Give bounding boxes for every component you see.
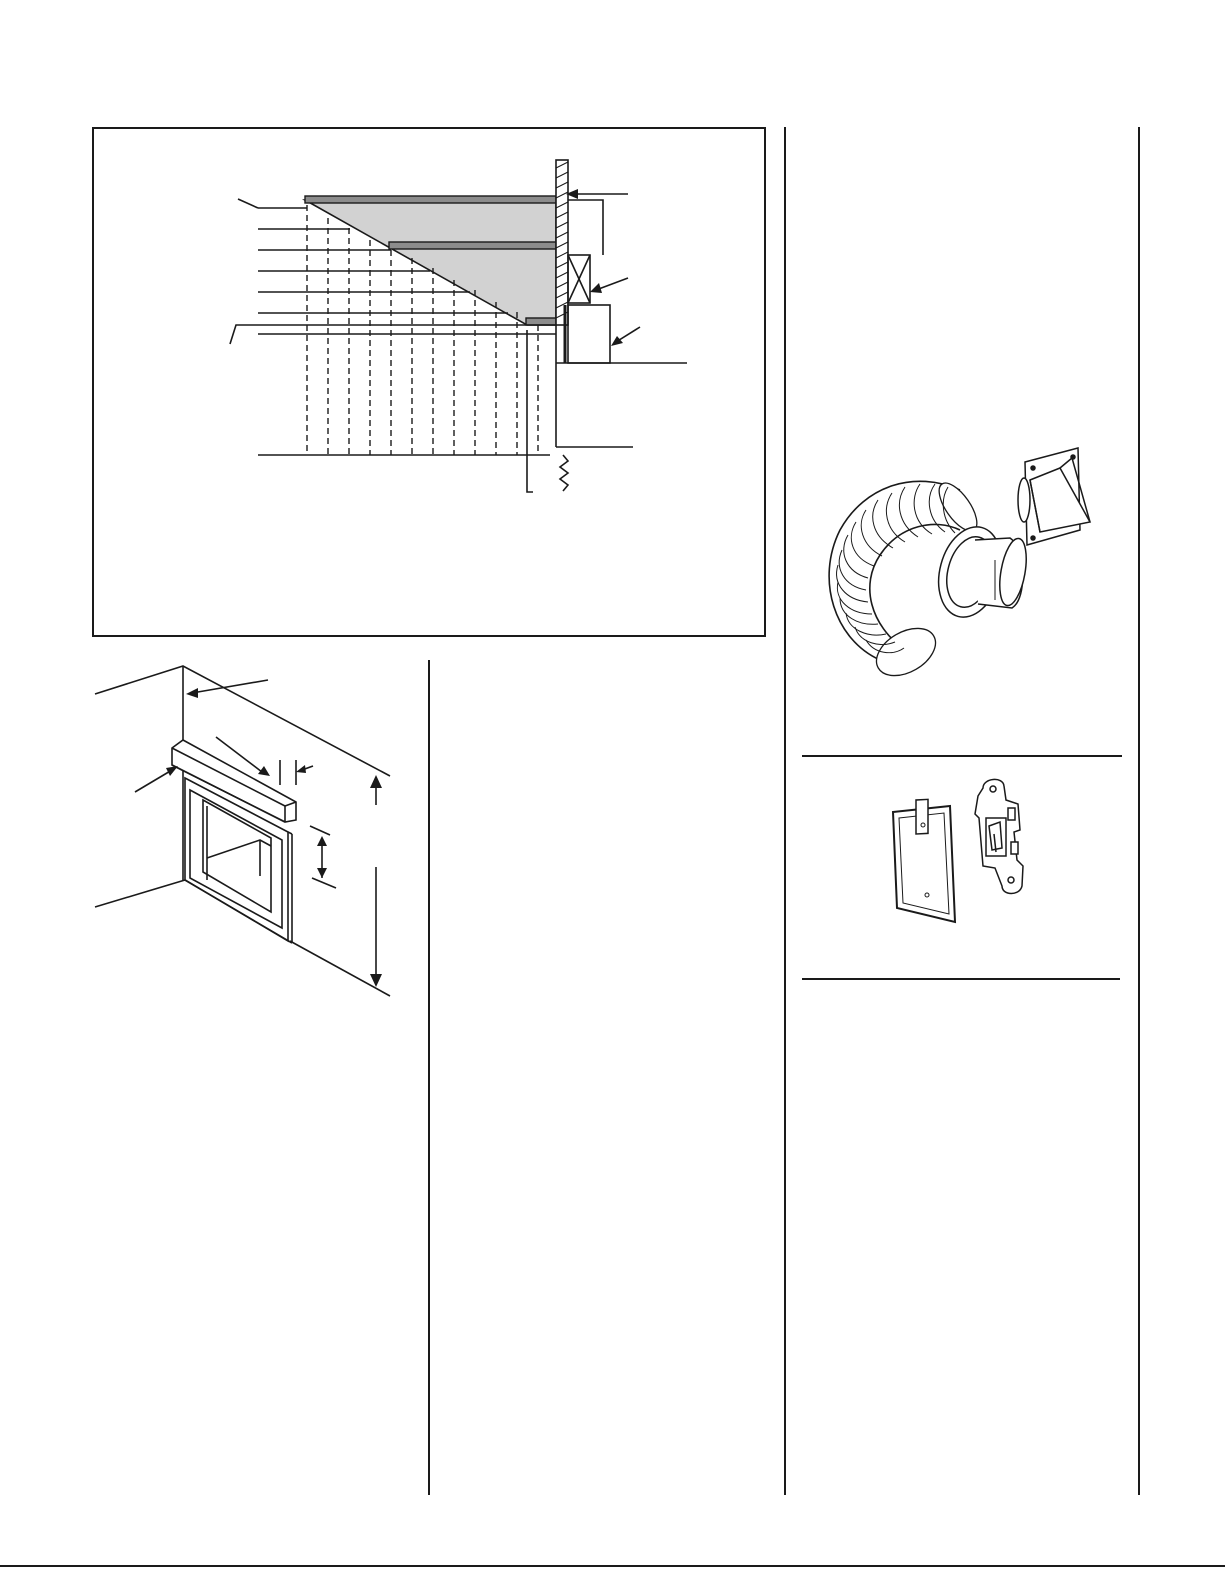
switch-cover-plate: [893, 799, 955, 922]
page-bottom-rule: [0, 1565, 1225, 1567]
toggle-switch: [975, 779, 1023, 893]
